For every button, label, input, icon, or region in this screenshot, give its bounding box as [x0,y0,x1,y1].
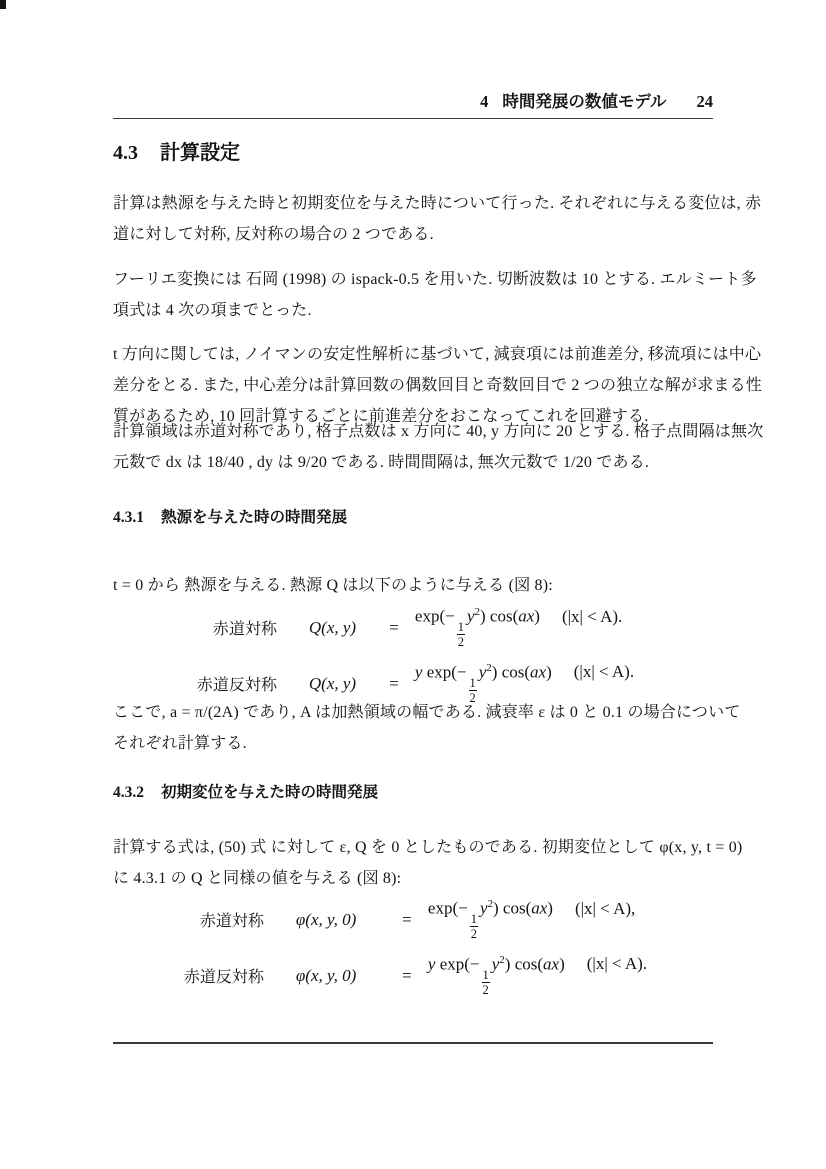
text-line: 計算は熱源を与えた時と初期変位を与えた時について行った. それぞれに与える変位は, 赤 [113,195,762,212]
subsection-title: 熱源を与えた時の時間発展 [161,509,348,526]
equation-rhs: y exp(− $\frac{1}{2}$ $y^2$) cos(ax) (|x| < A). [414,661,635,706]
text-line: フーリエ変換には 石岡 (1998) の ispack-0.5 を用いた. 切断波数は 10 とする. エルミート多 [113,271,757,288]
header-section-number: 4 [480,92,489,111]
fraction-one-half: $\frac{1}{2}$ [457,620,464,650]
paragraph-heat-outro [113,697,741,759]
equation-lhs: φ(x, y, 0) [295,909,357,929]
text-line: 差分をとる. また, 中心差分は計算回数の偶数回目と奇数回目で 2 つの独立な解が求まる性 [113,377,763,394]
text-line: に 4.3.1 の Q と同様の値を与える (図 8): [113,870,402,887]
equation-label: 赤道反対称 [196,677,277,695]
footer-rule [113,1042,713,1044]
equation-block-initial-displacement [113,898,713,998]
equals-sign: = [389,673,399,693]
equation-label: 赤道反対称 [183,969,264,987]
fraction-one-half: $\frac{1}{2}$ [482,967,489,998]
equation-rhs: y exp(− $\frac{1}{2}$ $y^2$) cos(ax) (|x| < A). [427,953,648,998]
equals-sign: = [402,909,412,929]
subsection-heading-432 [113,782,378,804]
equation-block-heat-source [113,606,713,706]
equation-rhs: exp(− $\frac{1}{2}$ $y^2$) cos(ax) (|x| < A), [427,898,636,942]
subsection-number: 4.3.1 [113,509,144,526]
equation-grid [192,606,634,706]
header-running-title [480,92,666,111]
page-number: 24 [696,92,713,111]
subsection-title: 初期変位を与えた時の時間発展 [161,784,379,801]
equation-condition: (|x| < A). [561,606,623,626]
text-line: 元数で dx は 18/40 , dy は 9/20 である. 時間間隔は, 無次元数で 1/20 である. [113,454,650,471]
header-section-title: 時間発展の数値モデル [502,92,667,111]
equation-condition: (|x| < A). [586,954,648,974]
section-heading [113,140,240,166]
paragraph-intro [113,188,762,250]
text-line: t 方向に関しては, ノイマンの安定性解析に基づいて, 減衰項には前進差分, 移流項には中心 [113,346,762,363]
fraction-one-half: $\frac{1}{2}$ [469,675,476,706]
subsection-heading-431 [113,507,347,529]
section-number: 4.3 [113,142,138,164]
equals-sign: = [402,965,412,985]
subsection-number: 4.3.2 [113,784,144,801]
equation-condition: (|x| < A). [573,662,635,682]
section-title: 計算設定 [160,142,240,164]
page-header [113,92,713,111]
equation-condition: (|x| < A), [574,898,636,918]
paragraph-grid [113,416,764,478]
text-line: t = 0 から 熱源を与える. 熱源 Q は以下のように与える (図 8): [113,577,553,594]
header-rule [113,118,713,119]
scan-artifact [0,0,6,9]
text-line: ここで, a = π/(2A) であり, A は加熱領域の幅である. 減衰率 ε は 0 と 0.1 の場合について [113,704,741,721]
equation-lhs: Q(x, y) [308,673,357,693]
text-line: 計算領域は赤道対称であり, 格子点数は x 方向に 40, y 方向に 20 とする. 格子点間隔は無次 [113,423,764,440]
paragraph-fourier [113,264,757,326]
equation-rhs: exp(− $\frac{1}{2}$ $y^2$) cos(ax) (|x| < A). [414,606,623,650]
equation-lhs: Q(x, y) [308,617,357,637]
text-line: 項式は 4 次の項までとった. [113,302,312,319]
paragraph-displacement-intro [113,832,743,894]
equals-sign: = [389,617,399,637]
equation-label: 赤道対称 [212,621,277,639]
text-line: 道に対して対称, 反対称の場合の 2 つである. [113,226,434,243]
equation-grid [179,898,647,998]
text-line: それぞれ計算する. [113,735,247,752]
equation-label: 赤道対称 [199,913,264,931]
equation-lhs: φ(x, y, 0) [295,965,357,985]
text-line: 計算する式は, (50) 式 に対して ε, Q を 0 としたものである. 初期変位として φ(x, y, t = 0) [113,839,743,856]
paragraph-heat-intro [113,570,719,601]
fraction-one-half: $\frac{1}{2}$ [470,912,477,942]
text-line: 質があるため, 10 回計算するごとに前進差分をおこなってこれを回避する. [113,408,649,425]
